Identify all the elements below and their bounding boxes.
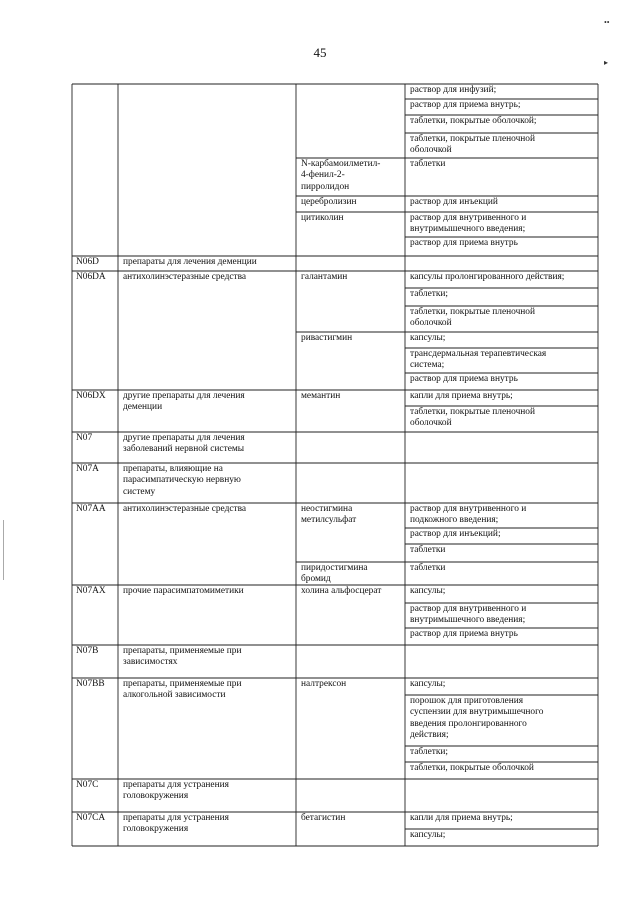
cell-line: раствор для приема внутрь <box>410 374 518 384</box>
page-number: 45 <box>313 45 327 60</box>
table-cell-text <box>410 830 445 841</box>
cell-line: раствор для инъекций <box>410 197 498 207</box>
table-cell-text <box>410 747 448 758</box>
cell-line: раствор для внутривенного и <box>410 604 527 614</box>
table-cell-text <box>123 433 245 456</box>
table-cell-text <box>301 272 347 283</box>
cell-line: раствор для внутривенного и <box>410 504 527 514</box>
table-cell-text <box>410 504 526 527</box>
table-cell-text <box>410 349 546 372</box>
table-cell-text <box>410 85 496 96</box>
cell-line: таблетки, покрытые пленочной <box>410 134 536 144</box>
table-cell-text <box>301 563 368 586</box>
table-cell-text <box>410 307 535 330</box>
cell-line: ривастигмин <box>301 333 353 343</box>
cell-line: порошок для приготовления <box>410 696 524 706</box>
cell-line: препараты, применяемые при <box>123 646 242 656</box>
cell-line: раствор для приема внутрь; <box>410 100 521 110</box>
cell-line: суспензии для внутримышечного <box>410 707 544 718</box>
cell-line: капсулы; <box>410 679 446 689</box>
table-cell-text <box>410 679 445 690</box>
table-cell-text <box>123 646 242 669</box>
table-cell-text <box>410 586 445 597</box>
corner-mark-right: ▸ <box>604 58 609 67</box>
cell-line: система; <box>410 360 445 371</box>
table-cell-text <box>410 374 518 385</box>
cell-line: антихолинэстеразные средства <box>123 504 247 514</box>
cell-line: пирролидон <box>301 181 350 192</box>
table-cell-text <box>410 134 535 157</box>
table-cell-text <box>301 213 344 224</box>
table-cell-text <box>410 391 513 402</box>
table-cell-text <box>123 257 257 268</box>
table-cell-text <box>301 197 356 208</box>
cell-line: препараты для лечения деменции <box>123 257 257 267</box>
table-cell-text <box>410 763 534 774</box>
table-cell-text <box>123 504 246 515</box>
table-cell-text <box>410 407 535 430</box>
cell-line: головокружения <box>123 791 189 802</box>
cell-line: капли для приема внутрь; <box>410 391 513 401</box>
table-cell-text <box>410 116 537 127</box>
table-cell-text <box>410 629 518 640</box>
table-cell-text <box>410 159 445 170</box>
table-cell-text <box>301 679 346 690</box>
table-cell-text <box>410 696 543 742</box>
table-cell-text <box>123 679 242 702</box>
table-cell-text <box>123 464 241 498</box>
cell-line: раствор для внутривенного и <box>410 213 527 223</box>
cell-line: препараты, влияющие на <box>123 464 223 474</box>
table-cell-text <box>410 272 564 283</box>
atc-code: N07C <box>76 780 99 790</box>
table-cell-text <box>410 529 501 540</box>
cell-line: пиридостигмина <box>301 563 368 573</box>
cell-line: препараты для устранения <box>123 780 229 790</box>
table-cell-text <box>410 813 513 824</box>
cell-line: заболеваний нервной системы <box>123 444 245 455</box>
table-cell-text <box>410 100 520 111</box>
cell-line: препараты, применяемые при <box>123 679 242 689</box>
table-cell-text <box>301 504 356 527</box>
cell-line: введения пролонгированного <box>410 718 527 729</box>
cell-line: неостигмина <box>301 504 353 514</box>
cell-line: таблетки; <box>410 289 449 299</box>
cell-line: внутримышечного введения; <box>410 615 526 626</box>
cell-line: таблетки, покрытые пленочной <box>410 407 536 417</box>
cell-line: головокружения <box>123 824 189 835</box>
cell-line: таблетки <box>410 563 446 573</box>
cell-line: холина альфосцерат <box>301 586 382 596</box>
cell-line: таблетки, покрытые пленочной <box>410 307 536 317</box>
table-cell-text <box>410 333 445 344</box>
cell-line: внутримышечного введения; <box>410 224 526 235</box>
table-cell-text <box>410 238 518 249</box>
cell-line: бромид <box>301 574 331 585</box>
cell-line: таблетки <box>410 545 446 555</box>
cell-line: таблетки <box>410 159 446 169</box>
cell-line: мемантин <box>301 391 341 401</box>
cell-line: раствор для инфузий; <box>410 85 497 95</box>
cell-line: деменции <box>123 402 163 413</box>
cell-line: зависимостях <box>123 657 178 668</box>
scan-edge-line <box>3 520 4 580</box>
cell-line: прочие парасимпатомиметики <box>123 586 244 596</box>
table-cell-text <box>123 780 229 803</box>
cell-line: церебролизин <box>301 197 357 207</box>
cell-line: капсулы; <box>410 586 446 596</box>
cell-line: раствор для инъекций; <box>410 529 501 539</box>
table-cell-text <box>301 333 352 344</box>
atc-code: N06DA <box>76 272 106 282</box>
cell-line: подкожного введения; <box>410 515 499 526</box>
cell-line: парасимпатическую нервную <box>123 475 241 486</box>
cell-line: другие препараты для лечения <box>123 433 245 443</box>
cell-line: оболочкой <box>410 318 452 329</box>
table-cell-text <box>410 289 448 300</box>
cell-line: препараты для устранения <box>123 813 229 823</box>
table-cell-text <box>301 159 380 193</box>
cell-line: бетагистин <box>301 813 346 823</box>
table-cell-text <box>410 197 498 208</box>
cell-line: систему <box>123 486 156 497</box>
cell-line: капсулы пролонгированного действия; <box>410 272 565 282</box>
cell-line: раствор для приема внутрь <box>410 629 518 639</box>
cell-line: раствор для приема внутрь <box>410 238 518 248</box>
cell-line: 4-фенил-2- <box>301 170 345 181</box>
cell-line: налтрексон <box>301 679 347 689</box>
cell-line: трансдермальная терапевтическая <box>410 349 547 359</box>
table-cell-text <box>301 586 381 597</box>
table-cell-text <box>301 813 345 824</box>
atc-code: N07BB <box>76 679 105 689</box>
cell-line: таблетки; <box>410 747 449 757</box>
atc-code: N07A <box>76 464 99 474</box>
cell-line: метилсульфат <box>301 515 357 526</box>
cell-line: другие препараты для лечения <box>123 391 245 401</box>
cell-line: капли для приема внутрь; <box>410 813 513 823</box>
table-cell-text <box>410 545 445 556</box>
table-cell-text <box>123 272 246 283</box>
cell-line: антихолинэстеразные средства <box>123 272 247 282</box>
cell-line: действия; <box>410 730 449 741</box>
table-cell-text <box>123 391 245 414</box>
atc-code: N07CA <box>76 813 106 823</box>
atc-code: N06D <box>76 257 99 267</box>
cell-line: оболочкой <box>410 145 452 156</box>
cell-line: цитиколин <box>301 213 344 223</box>
corner-mark-top: •• <box>604 18 610 27</box>
cell-line: галантамин <box>301 272 348 282</box>
table-cell-text <box>410 563 445 574</box>
atc-code: N06DX <box>76 391 106 401</box>
table-cell-text <box>123 813 229 836</box>
cell-line: капсулы; <box>410 333 446 343</box>
cell-line: таблетки, покрытые оболочкой; <box>410 116 537 126</box>
table-cell-text <box>301 391 340 402</box>
cell-line: оболочкой <box>410 418 452 429</box>
atc-code: N07AA <box>76 504 106 514</box>
table-cell-text <box>410 604 526 627</box>
cell-line: таблетки, покрытые оболочкой <box>410 763 534 773</box>
atc-code: N07B <box>76 646 99 656</box>
cell-line: алкогольной зависимости <box>123 690 226 701</box>
cell-line: капсулы; <box>410 830 446 840</box>
atc-code: N07AX <box>76 586 106 596</box>
atc-code: N07 <box>76 433 93 443</box>
cell-line: N-карбамоилметил- <box>301 159 381 169</box>
table-cell-text <box>123 586 244 597</box>
table-cell-text <box>410 213 526 236</box>
